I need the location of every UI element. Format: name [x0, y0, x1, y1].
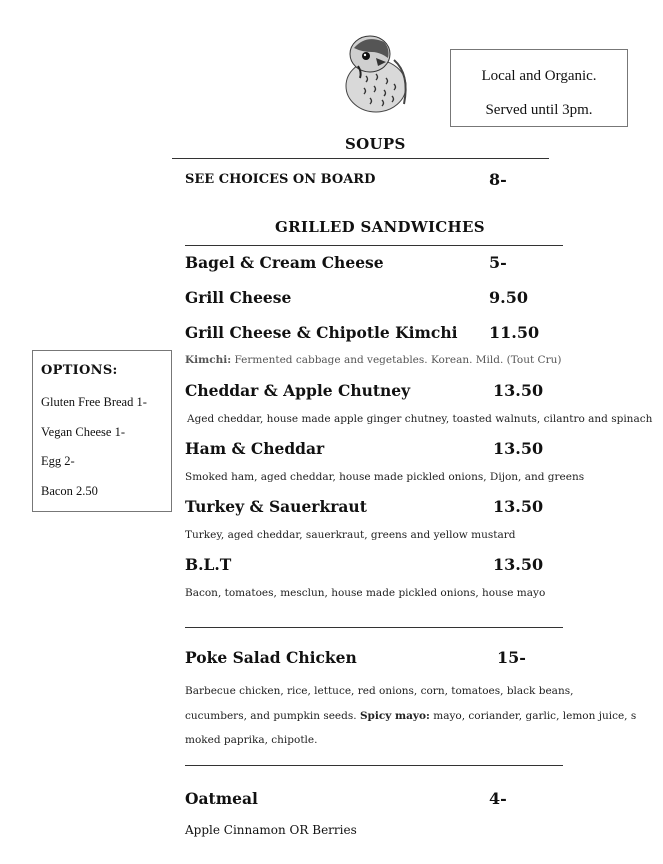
soups-divider — [172, 158, 549, 159]
menu-item-name: Grill Cheese & Chipotle Kimchi — [185, 323, 458, 342]
bird-illustration-icon — [336, 30, 412, 114]
poke-description-line — [185, 710, 636, 722]
info-line-local-organic: Local and Organic. — [481, 68, 597, 84]
spicy-mayo-label: Spicy mayo: — [359, 710, 430, 722]
menu-item-description: Turkey, aged cheddar, sauerkraut, greens and yellow mustard — [185, 529, 516, 541]
menu-item-description: Bacon, tomatoes, mesclun, house made pickled onions, house mayo — [185, 587, 546, 599]
poke-description-line: Barbecue chicken, rice, lettuce, red onions, corn, tomatoes, black beans, — [185, 685, 574, 697]
poke-description-text: mayo, coriander, garlic, lemon juice, s — [429, 710, 637, 722]
menu-item-price: 13.50 — [493, 497, 544, 516]
soups-item-price: 8- — [489, 170, 507, 189]
option-item: Gluten Free Bread 1- — [41, 395, 147, 409]
grilled-divider — [185, 245, 563, 246]
options-title: OPTIONS: — [41, 363, 118, 378]
poke-description-line: moked paprika, chipotle. — [185, 734, 318, 746]
menu-item-price: 5- — [489, 253, 507, 272]
oatmeal-price: 4- — [489, 789, 507, 808]
menu-item-name: Ham & Cheddar — [185, 439, 325, 458]
menu-item-name: B.L.T — [185, 555, 232, 574]
menu-item-price: 9.50 — [489, 288, 528, 307]
menu-item-name: Grill Cheese — [185, 288, 292, 307]
poke-divider — [185, 627, 563, 628]
grilled-sandwiches-heading: GRILLED SANDWICHES — [275, 218, 485, 236]
poke-description-text: cucumbers, and pumpkin seeds. — [185, 710, 360, 722]
menu-item-name: Bagel & Cream Cheese — [185, 253, 384, 272]
menu-item-name: Cheddar & Apple Chutney — [185, 381, 411, 400]
info-box — [450, 49, 628, 127]
menu-item-price: 11.50 — [489, 323, 540, 342]
soups-item-name: SEE CHOICES ON BOARD — [185, 172, 376, 187]
options-box — [32, 350, 172, 512]
kimchi-note-label: Kimchi: — [185, 354, 232, 366]
kimchi-note-text: Fermented cabbage and vegetables. Korean. Mild. (Tout Cru) — [234, 354, 562, 366]
poke-salad-name: Poke Salad Chicken — [185, 648, 357, 667]
kestrel-bird-logo — [336, 30, 412, 114]
menu-item-price: 13.50 — [493, 555, 544, 574]
option-item: Bacon 2.50 — [41, 483, 98, 498]
oatmeal-name: Oatmeal — [185, 789, 258, 808]
menu-item-price: 13.50 — [493, 381, 544, 400]
menu-item-description: Aged cheddar, house made apple ginger chutney, toasted walnuts, cilantro and spinach — [187, 413, 653, 425]
poke-salad-price: 15- — [497, 648, 526, 667]
menu-item-name: Turkey & Sauerkraut — [185, 497, 367, 516]
menu-item-description: Smoked ham, aged cheddar, house made pickled onions, Dijon, and greens — [185, 471, 585, 483]
info-line-served-until: Served until 3pm. — [485, 102, 593, 118]
soups-heading: SOUPS — [345, 135, 406, 153]
oatmeal-description: Apple Cinnamon OR Berries — [185, 823, 357, 837]
oatmeal-divider — [185, 765, 563, 766]
menu-item-price: 13.50 — [493, 439, 544, 458]
option-item: Vegan Cheese 1- — [41, 424, 125, 439]
kimchi-note — [185, 354, 561, 366]
option-item: Egg 2- — [41, 454, 75, 468]
